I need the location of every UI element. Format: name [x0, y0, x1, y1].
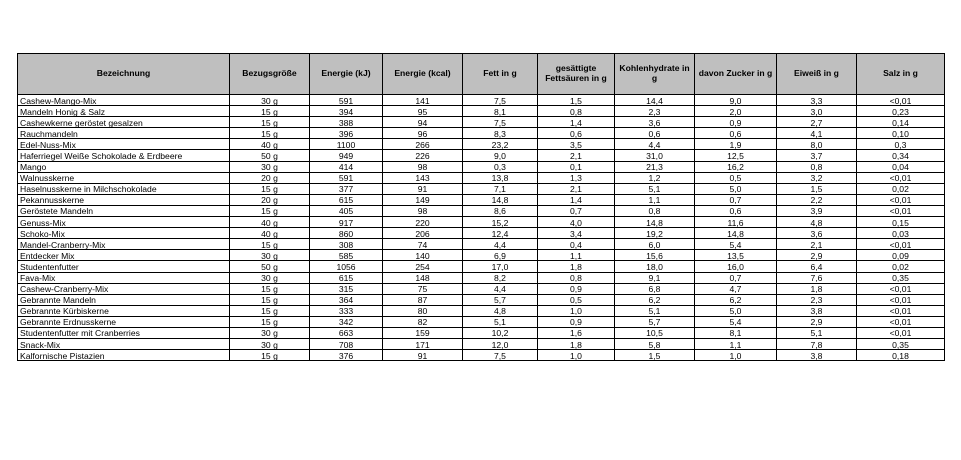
cell-energie-kcal: 98 — [383, 205, 463, 216]
cell-salz: 0,14 — [857, 117, 945, 128]
cell-salz: <0,01 — [857, 194, 945, 205]
table-row — [18, 172, 945, 183]
table-row — [18, 283, 945, 294]
cell-bezugsgroesse: 40 g — [230, 139, 310, 150]
cell-bezugsgroesse: 50 g — [230, 261, 310, 272]
cell-salz: <0,01 — [857, 305, 945, 316]
cell-fett: 4,4 — [463, 283, 538, 294]
cell-fett: 17,0 — [463, 261, 538, 272]
table-row — [18, 272, 945, 283]
cell-salz: <0,01 — [857, 283, 945, 294]
cell-energie-kj: 376 — [310, 350, 383, 361]
cell-bezugsgroesse: 15 g — [230, 183, 310, 194]
cell-eiweiss: 5,1 — [777, 327, 857, 338]
cell-gesaettigte-fettsaeuren: 2,1 — [538, 183, 615, 194]
cell-kohlenhydrate: 5,1 — [615, 305, 695, 316]
cell-eiweiss: 3,7 — [777, 150, 857, 161]
cell-zucker: 5,0 — [695, 183, 777, 194]
table-row — [18, 194, 945, 205]
cell-gesaettigte-fettsaeuren: 0,9 — [538, 283, 615, 294]
cell-bezugsgroesse: 30 g — [230, 339, 310, 350]
cell-kohlenhydrate: 5,1 — [615, 183, 695, 194]
table-row — [18, 250, 945, 261]
cell-bezeichnung: Schoko-Mix — [18, 228, 230, 239]
cell-fett: 6,9 — [463, 250, 538, 261]
cell-bezugsgroesse: 15 g — [230, 283, 310, 294]
cell-bezugsgroesse: 20 g — [230, 172, 310, 183]
header-salz: Salz in g — [857, 54, 945, 95]
cell-bezugsgroesse: 15 g — [230, 239, 310, 250]
table-row — [18, 316, 945, 327]
cell-kohlenhydrate: 18,0 — [615, 261, 695, 272]
cell-eiweiss: 8,0 — [777, 139, 857, 150]
cell-energie-kcal: 87 — [383, 294, 463, 305]
cell-energie-kcal: 226 — [383, 150, 463, 161]
cell-energie-kcal: 149 — [383, 194, 463, 205]
cell-bezeichnung: Pekannusskerne — [18, 194, 230, 205]
cell-energie-kcal: 266 — [383, 139, 463, 150]
cell-fett: 4,8 — [463, 305, 538, 316]
cell-bezugsgroesse: 30 g — [230, 95, 310, 106]
cell-bezeichnung: Geröstete Mandeln — [18, 205, 230, 216]
cell-zucker: 14,8 — [695, 228, 777, 239]
table-row — [18, 327, 945, 338]
cell-gesaettigte-fettsaeuren: 0,6 — [538, 128, 615, 139]
cell-salz: 0,35 — [857, 272, 945, 283]
cell-energie-kcal: 206 — [383, 228, 463, 239]
cell-energie-kcal: 220 — [383, 217, 463, 228]
cell-kohlenhydrate: 0,6 — [615, 128, 695, 139]
table-row — [18, 217, 945, 228]
cell-gesaettigte-fettsaeuren: 0,8 — [538, 106, 615, 117]
header-energie-kcal: Energie (kcal) — [383, 54, 463, 95]
cell-zucker: 11,6 — [695, 217, 777, 228]
cell-bezeichnung: Walnusskerne — [18, 172, 230, 183]
cell-gesaettigte-fettsaeuren: 3,5 — [538, 139, 615, 150]
cell-salz: 0,15 — [857, 217, 945, 228]
cell-kohlenhydrate: 14,8 — [615, 217, 695, 228]
header-fett: Fett in g — [463, 54, 538, 95]
cell-eiweiss: 6,4 — [777, 261, 857, 272]
cell-gesaettigte-fettsaeuren: 1,5 — [538, 95, 615, 106]
cell-gesaettigte-fettsaeuren: 4,0 — [538, 217, 615, 228]
cell-energie-kj: 377 — [310, 183, 383, 194]
cell-fett: 4,4 — [463, 239, 538, 250]
cell-energie-kcal: 140 — [383, 250, 463, 261]
cell-energie-kj: 708 — [310, 339, 383, 350]
cell-gesaettigte-fettsaeuren: 1,4 — [538, 117, 615, 128]
cell-eiweiss: 3,3 — [777, 95, 857, 106]
cell-eiweiss: 2,2 — [777, 194, 857, 205]
cell-energie-kj: 949 — [310, 150, 383, 161]
cell-gesaettigte-fettsaeuren: 1,8 — [538, 261, 615, 272]
cell-bezugsgroesse: 15 g — [230, 316, 310, 327]
cell-fett: 7,1 — [463, 183, 538, 194]
table-row — [18, 161, 945, 172]
cell-eiweiss: 2,1 — [777, 239, 857, 250]
cell-bezugsgroesse: 50 g — [230, 150, 310, 161]
cell-gesaettigte-fettsaeuren: 0,5 — [538, 294, 615, 305]
header-bezugsgroesse: Bezugsgröße — [230, 54, 310, 95]
cell-salz: <0,01 — [857, 294, 945, 305]
cell-gesaettigte-fettsaeuren: 3,4 — [538, 228, 615, 239]
cell-bezugsgroesse: 15 g — [230, 106, 310, 117]
table-row — [18, 205, 945, 216]
cell-kohlenhydrate: 6,8 — [615, 283, 695, 294]
cell-zucker: 2,0 — [695, 106, 777, 117]
cell-kohlenhydrate: 31,0 — [615, 150, 695, 161]
cell-eiweiss: 1,8 — [777, 283, 857, 294]
cell-salz: <0,01 — [857, 316, 945, 327]
cell-zucker: 5,4 — [695, 239, 777, 250]
cell-eiweiss: 2,3 — [777, 294, 857, 305]
cell-energie-kj: 342 — [310, 316, 383, 327]
cell-energie-kcal: 254 — [383, 261, 463, 272]
cell-eiweiss: 7,8 — [777, 339, 857, 350]
cell-bezugsgroesse: 30 g — [230, 250, 310, 261]
cell-gesaettigte-fettsaeuren: 0,9 — [538, 316, 615, 327]
cell-salz: 0,02 — [857, 183, 945, 194]
table-row — [18, 139, 945, 150]
cell-kohlenhydrate: 6,0 — [615, 239, 695, 250]
cell-fett: 12,0 — [463, 339, 538, 350]
cell-salz: 0,3 — [857, 139, 945, 150]
cell-bezeichnung: Mango — [18, 161, 230, 172]
cell-energie-kj: 364 — [310, 294, 383, 305]
cell-bezeichnung: Mandel-Cranberry-Mix — [18, 239, 230, 250]
cell-eiweiss: 1,5 — [777, 183, 857, 194]
cell-bezeichnung: Rauchmandeln — [18, 128, 230, 139]
cell-energie-kcal: 159 — [383, 327, 463, 338]
cell-energie-kj: 615 — [310, 194, 383, 205]
cell-salz: <0,01 — [857, 205, 945, 216]
cell-kohlenhydrate: 2,3 — [615, 106, 695, 117]
cell-energie-kj: 591 — [310, 172, 383, 183]
cell-gesaettigte-fettsaeuren: 1,6 — [538, 327, 615, 338]
cell-energie-kj: 1100 — [310, 139, 383, 150]
cell-bezeichnung: Gebrannte Erdnusskerne — [18, 316, 230, 327]
cell-energie-kj: 405 — [310, 205, 383, 216]
cell-zucker: 0,7 — [695, 194, 777, 205]
table-header-row — [18, 54, 945, 95]
cell-zucker: 13,5 — [695, 250, 777, 261]
cell-bezeichnung: Snack-Mix — [18, 339, 230, 350]
cell-bezeichnung: Kalfornische Pistazien — [18, 350, 230, 361]
cell-eiweiss: 3,9 — [777, 205, 857, 216]
cell-bezeichnung: Cashewkerne geröstet gesalzen — [18, 117, 230, 128]
header-energie-kj: Energie (kJ) — [310, 54, 383, 95]
table-row — [18, 294, 945, 305]
cell-energie-kcal: 91 — [383, 350, 463, 361]
cell-bezeichnung: Genuss-Mix — [18, 217, 230, 228]
cell-eiweiss: 3,8 — [777, 305, 857, 316]
table-row — [18, 106, 945, 117]
cell-bezugsgroesse: 40 g — [230, 217, 310, 228]
cell-bezeichnung: Cashew-Mango-Mix — [18, 95, 230, 106]
cell-zucker: 0,6 — [695, 128, 777, 139]
cell-gesaettigte-fettsaeuren: 1,3 — [538, 172, 615, 183]
cell-energie-kj: 585 — [310, 250, 383, 261]
table-row — [18, 339, 945, 350]
cell-energie-kj: 414 — [310, 161, 383, 172]
cell-fett: 10,2 — [463, 327, 538, 338]
cell-eiweiss: 2,9 — [777, 250, 857, 261]
cell-bezeichnung: Haselnusskerne in Milchschokolade — [18, 183, 230, 194]
cell-eiweiss: 3,8 — [777, 350, 857, 361]
cell-gesaettigte-fettsaeuren: 1,1 — [538, 250, 615, 261]
cell-bezugsgroesse: 15 g — [230, 128, 310, 139]
cell-energie-kcal: 98 — [383, 161, 463, 172]
cell-bezeichnung: Gebrannte Mandeln — [18, 294, 230, 305]
cell-eiweiss: 4,8 — [777, 217, 857, 228]
cell-bezeichnung: Entdecker Mix — [18, 250, 230, 261]
cell-bezeichnung: Studentenfutter — [18, 261, 230, 272]
cell-salz: <0,01 — [857, 327, 945, 338]
cell-energie-kj: 591 — [310, 95, 383, 106]
cell-bezeichnung: Haferriegel Weiße Schokolade & Erdbeere — [18, 150, 230, 161]
cell-fett: 13,8 — [463, 172, 538, 183]
cell-energie-kj: 333 — [310, 305, 383, 316]
cell-energie-kj: 663 — [310, 327, 383, 338]
cell-salz: 0,03 — [857, 228, 945, 239]
cell-eiweiss: 3,2 — [777, 172, 857, 183]
cell-energie-kcal: 91 — [383, 183, 463, 194]
cell-eiweiss: 3,6 — [777, 228, 857, 239]
cell-zucker: 16,2 — [695, 161, 777, 172]
cell-kohlenhydrate: 10,5 — [615, 327, 695, 338]
cell-salz: 0,23 — [857, 106, 945, 117]
cell-energie-kcal: 141 — [383, 95, 463, 106]
cell-zucker: 16,0 — [695, 261, 777, 272]
cell-eiweiss: 2,7 — [777, 117, 857, 128]
cell-bezugsgroesse: 20 g — [230, 194, 310, 205]
cell-fett: 15,2 — [463, 217, 538, 228]
cell-energie-kcal: 96 — [383, 128, 463, 139]
cell-energie-kcal: 143 — [383, 172, 463, 183]
cell-fett: 5,7 — [463, 294, 538, 305]
cell-zucker: 5,0 — [695, 305, 777, 316]
table-row — [18, 183, 945, 194]
cell-bezugsgroesse: 15 g — [230, 117, 310, 128]
header-zucker: davon Zucker in g — [695, 54, 777, 95]
cell-fett: 0,3 — [463, 161, 538, 172]
cell-energie-kj: 396 — [310, 128, 383, 139]
cell-energie-kcal: 80 — [383, 305, 463, 316]
table-row — [18, 228, 945, 239]
cell-bezeichnung: Mandeln Honig & Salz — [18, 106, 230, 117]
cell-kohlenhydrate: 1,1 — [615, 194, 695, 205]
cell-fett: 7,5 — [463, 350, 538, 361]
table-row — [18, 150, 945, 161]
cell-bezugsgroesse: 15 g — [230, 294, 310, 305]
cell-kohlenhydrate: 9,1 — [615, 272, 695, 283]
cell-kohlenhydrate: 1,2 — [615, 172, 695, 183]
cell-bezugsgroesse: 15 g — [230, 305, 310, 316]
table-row — [18, 239, 945, 250]
cell-gesaettigte-fettsaeuren: 0,8 — [538, 272, 615, 283]
cell-kohlenhydrate: 3,6 — [615, 117, 695, 128]
cell-energie-kcal: 148 — [383, 272, 463, 283]
cell-bezugsgroesse: 30 g — [230, 272, 310, 283]
cell-fett: 14,8 — [463, 194, 538, 205]
table-row — [18, 117, 945, 128]
header-gesaettigte-fettsaeuren: gesättigte Fettsäuren in g — [538, 54, 615, 95]
cell-energie-kj: 917 — [310, 217, 383, 228]
cell-fett: 8,6 — [463, 205, 538, 216]
cell-salz: 0,34 — [857, 150, 945, 161]
cell-bezugsgroesse: 30 g — [230, 161, 310, 172]
cell-energie-kj: 1056 — [310, 261, 383, 272]
cell-kohlenhydrate: 5,8 — [615, 339, 695, 350]
cell-gesaettigte-fettsaeuren: 1,0 — [538, 305, 615, 316]
cell-kohlenhydrate: 19,2 — [615, 228, 695, 239]
cell-zucker: 0,5 — [695, 172, 777, 183]
cell-zucker: 1,9 — [695, 139, 777, 150]
cell-eiweiss: 2,9 — [777, 316, 857, 327]
cell-zucker: 5,4 — [695, 316, 777, 327]
cell-salz: 0,18 — [857, 350, 945, 361]
nutrition-table — [17, 53, 945, 361]
cell-energie-kj: 308 — [310, 239, 383, 250]
cell-gesaettigte-fettsaeuren: 2,1 — [538, 150, 615, 161]
table-body — [18, 95, 945, 361]
cell-kohlenhydrate: 6,2 — [615, 294, 695, 305]
cell-eiweiss: 4,1 — [777, 128, 857, 139]
cell-fett: 7,5 — [463, 117, 538, 128]
cell-gesaettigte-fettsaeuren: 0,4 — [538, 239, 615, 250]
cell-zucker: 6,2 — [695, 294, 777, 305]
cell-salz: 0,02 — [857, 261, 945, 272]
cell-energie-kcal: 75 — [383, 283, 463, 294]
cell-energie-kcal: 171 — [383, 339, 463, 350]
cell-fett: 8,1 — [463, 106, 538, 117]
table-row — [18, 350, 945, 361]
cell-fett: 9,0 — [463, 150, 538, 161]
cell-bezugsgroesse: 15 g — [230, 205, 310, 216]
cell-zucker: 9,0 — [695, 95, 777, 106]
cell-energie-kcal: 82 — [383, 316, 463, 327]
header-eiweiss: Eiweiß in g — [777, 54, 857, 95]
table-row — [18, 305, 945, 316]
cell-kohlenhydrate: 0,8 — [615, 205, 695, 216]
cell-salz: 0,09 — [857, 250, 945, 261]
header-kohlenhydrate: Kohlenhydrate in g — [615, 54, 695, 95]
cell-kohlenhydrate: 4,4 — [615, 139, 695, 150]
cell-bezeichnung: Studentenfutter mit Cranberries — [18, 327, 230, 338]
cell-eiweiss: 7,6 — [777, 272, 857, 283]
cell-energie-kcal: 94 — [383, 117, 463, 128]
table-row — [18, 261, 945, 272]
cell-salz: <0,01 — [857, 95, 945, 106]
cell-zucker: 0,6 — [695, 205, 777, 216]
cell-bezeichnung: Cashew-Cranberry-Mix — [18, 283, 230, 294]
cell-zucker: 8,1 — [695, 327, 777, 338]
cell-salz: <0,01 — [857, 239, 945, 250]
cell-gesaettigte-fettsaeuren: 1,4 — [538, 194, 615, 205]
cell-energie-kcal: 95 — [383, 106, 463, 117]
cell-energie-kj: 394 — [310, 106, 383, 117]
cell-bezeichnung: Fava-Mix — [18, 272, 230, 283]
cell-salz: <0,01 — [857, 172, 945, 183]
cell-kohlenhydrate: 14,4 — [615, 95, 695, 106]
cell-kohlenhydrate: 5,7 — [615, 316, 695, 327]
cell-zucker: 4,7 — [695, 283, 777, 294]
cell-salz: 0,35 — [857, 339, 945, 350]
cell-kohlenhydrate: 1,5 — [615, 350, 695, 361]
cell-eiweiss: 0,8 — [777, 161, 857, 172]
cell-bezeichnung: Edel-Nuss-Mix — [18, 139, 230, 150]
table-row — [18, 128, 945, 139]
cell-bezeichnung: Gebrannte Kürbiskerne — [18, 305, 230, 316]
cell-bezugsgroesse: 15 g — [230, 350, 310, 361]
cell-fett: 8,3 — [463, 128, 538, 139]
cell-energie-kj: 315 — [310, 283, 383, 294]
cell-gesaettigte-fettsaeuren: 1,0 — [538, 350, 615, 361]
cell-energie-kcal: 74 — [383, 239, 463, 250]
cell-salz: 0,04 — [857, 161, 945, 172]
cell-kohlenhydrate: 15,6 — [615, 250, 695, 261]
cell-bezugsgroesse: 30 g — [230, 327, 310, 338]
cell-fett: 23,2 — [463, 139, 538, 150]
cell-energie-kj: 615 — [310, 272, 383, 283]
cell-gesaettigte-fettsaeuren: 0,7 — [538, 205, 615, 216]
cell-kohlenhydrate: 21,3 — [615, 161, 695, 172]
cell-fett: 12,4 — [463, 228, 538, 239]
cell-fett: 8,2 — [463, 272, 538, 283]
cell-zucker: 1,0 — [695, 350, 777, 361]
cell-zucker: 0,7 — [695, 272, 777, 283]
header-bezeichnung: Bezeichnung — [18, 54, 230, 95]
cell-fett: 7,5 — [463, 95, 538, 106]
cell-salz: 0,10 — [857, 128, 945, 139]
cell-energie-kj: 860 — [310, 228, 383, 239]
cell-gesaettigte-fettsaeuren: 1,8 — [538, 339, 615, 350]
cell-eiweiss: 3,0 — [777, 106, 857, 117]
cell-zucker: 1,1 — [695, 339, 777, 350]
cell-fett: 5,1 — [463, 316, 538, 327]
cell-gesaettigte-fettsaeuren: 0,1 — [538, 161, 615, 172]
cell-zucker: 12,5 — [695, 150, 777, 161]
cell-zucker: 0,9 — [695, 117, 777, 128]
table-row — [18, 95, 945, 106]
cell-energie-kj: 388 — [310, 117, 383, 128]
cell-bezugsgroesse: 40 g — [230, 228, 310, 239]
